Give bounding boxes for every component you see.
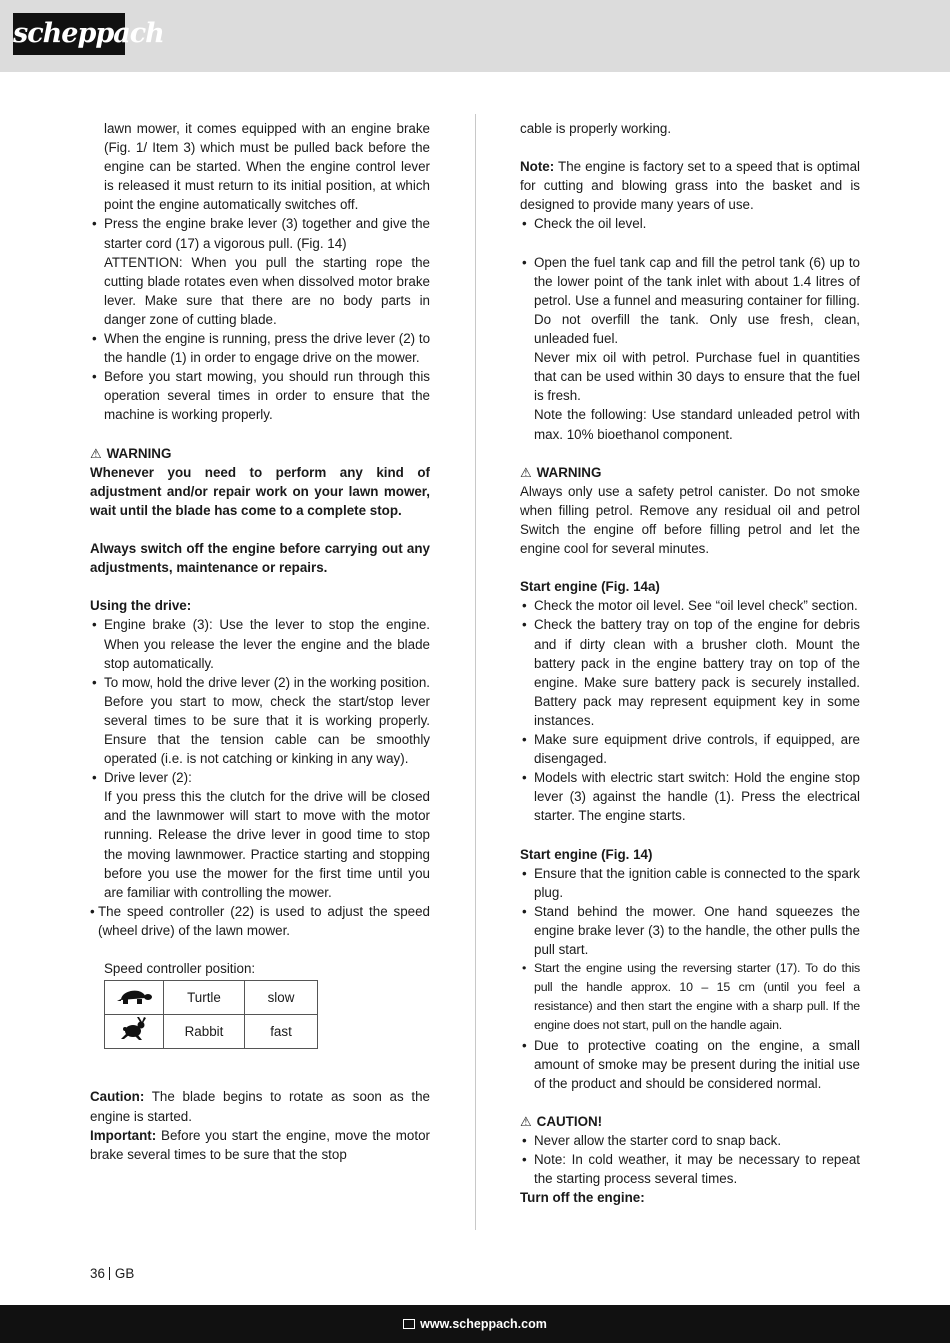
list-item: • Engine brake (3): Use the lever to stop the engine. When you release the lever the engine and the blade stop automatically. <box>90 615 430 672</box>
warning-text-2: Always switch off the engine before carrying out any adjustments, maintenance or repairs. <box>90 541 430 576</box>
warning-heading <box>520 463 860 482</box>
list-item: • Check the oil level. <box>520 214 860 233</box>
drive-lever-text: If you press this the clutch for the drive will be closed and the lawnmower will start to move with the motor running. Release the drive lever in good time to stop the moving lawnmower. Practice starting and stopping before you use the mower for the first time until you are familiar with controlling the mower. <box>104 789 430 900</box>
table-row <box>105 981 318 1015</box>
footer-bar <box>0 1305 950 1343</box>
list-item: • Never allow the starter cord to snap back. <box>520 1131 860 1150</box>
fuel-mix-text: Never mix oil with petrol. Purchase fuel in quantities that can be used within 30 days to ensure that the fuel is fresh. <box>534 350 860 404</box>
list-item: • Stand behind the mower. One hand squeezes the engine brake lever (3) to the handle, the other pulls the pull start. <box>520 902 860 959</box>
speed-bullet-text: The speed controller (22) is used to adjust the speed (wheel drive) of the lawn mower. <box>98 903 430 938</box>
section-heading: Start engine (Fig. 14a) <box>520 579 660 595</box>
list-item: • When the engine is running, press the drive lever (2) to the handle (1) in order to engage drive on the mower. <box>90 329 430 367</box>
speed-value: fast <box>245 1015 318 1049</box>
rabbit-icon <box>105 1015 164 1049</box>
caution-label: Caution: <box>90 1089 145 1105</box>
monitor-icon <box>403 1319 415 1329</box>
warning-title: WARNING <box>106 445 172 461</box>
page-number <box>90 1266 134 1282</box>
page-header <box>0 0 950 72</box>
list-item: • Note: In cold weather, it may be necessary to repeat the starting process several times. <box>520 1150 860 1188</box>
list-item: • Due to protective coating on the engine, a small amount of smoke may be present during the initial use of the product and should be considered normal. <box>520 1036 860 1093</box>
section-heading: Using the drive: <box>90 598 192 614</box>
list-item: • Models with electric start switch: Hold the engine stop lever (3) against the handle (1). Press the electrical starter. The engine starts. <box>520 768 860 825</box>
list-item: • Check the motor oil level. See “oil level check” section. <box>520 596 860 615</box>
list-item <box>90 902 430 940</box>
list-item: • Check the battery tray on top of the engine for debris and if dirty clean with a brusher cloth. Mount the battery pack in the engine battery tray on top of the engine. Make sure battery pack is securely installed. Battery pack may represent equipment key in some instances. <box>520 615 860 730</box>
warning-text: Whenever you need to perform any kind of adjustment and/or repair work on your lawn mower, wait until the blade has come to a complete stop. <box>90 464 430 518</box>
list-item: • Open the fuel tank cap and fill the petrol tank (6) up to the lower point of the tank inlet with about 1.4 litres of petrol. Use a funnel and measuring container for filling. Do not overfill the tank. Only use fresh, clean, unleaded fuel. <box>520 253 860 348</box>
list-item: • Before you start mowing, you should run through this operation several times in order to ensure that the machine is working properly. <box>90 367 430 424</box>
warning-heading <box>90 444 430 463</box>
note-text: The engine is factory set to a speed that is optimal for cutting and blowing grass into the basket and is designed to provide many years of use. <box>520 159 860 213</box>
warning-title: WARNING <box>536 464 602 480</box>
list-item: • Make sure equipment drive controls, if equipped, are disengaged. <box>520 730 860 768</box>
caution-title: CAUTION! <box>536 1113 603 1129</box>
left-column <box>90 119 430 1164</box>
speed-name: Rabbit <box>164 1015 245 1049</box>
list-item: • Start the engine using the reversing starter (17). To do this pull the handle approx. 10 – 15 cm (until you feel a resistance) and then start the engine with a sharp pull. If the engine does not start, pull on the handle again. <box>520 959 860 1035</box>
caution-heading <box>520 1112 860 1131</box>
speed-label: Speed controller position: <box>104 961 256 977</box>
list-item: • Press the engine brake lever (3) together and give the starter cord (17) a vigorous pull. (Fig. 14) <box>90 214 430 252</box>
warning-triangle-icon: ⚠ <box>520 464 532 480</box>
website-link[interactable]: www.scheppach.com <box>420 1317 547 1331</box>
caution-paragraph <box>90 1087 430 1125</box>
page-number-value: 36 <box>90 1266 105 1281</box>
table-row <box>105 1015 318 1049</box>
fuel-note-text: Note the following: Use standard unleaded petrol with max. 10% bioethanol component. <box>534 407 860 442</box>
caution-text: The blade begins to rotate as soon as the engine is started. <box>90 1089 430 1124</box>
section-heading: Turn off the engine: <box>520 1190 645 1206</box>
important-label: Important: <box>90 1127 157 1143</box>
section-heading: Start engine (Fig. 14) <box>520 846 653 862</box>
intro-paragraph: lawn mower, it comes equipped with an engine brake (Fig. 1/ Item 3) which must be pulled back before the engine can be started. When the engine control lever is released it must return to its initial position, at which point the engine automatically switches off. <box>104 121 430 213</box>
continued-text: cable is properly working. <box>520 121 672 136</box>
speed-table <box>104 980 318 1049</box>
language-code: GB <box>114 1266 135 1281</box>
list-item: • Ensure that the ignition cable is connected to the spark plug. <box>520 864 860 902</box>
warning-text: Always only use a safety petrol canister. Do not smoke when filling petrol. Remove any residual oil and petrol Switch the engine off before filling petrol and let the engine cool for several minutes. <box>520 483 860 557</box>
right-column <box>520 119 860 1207</box>
warning-triangle-icon: ⚠ <box>520 1113 532 1129</box>
speed-name: Turtle <box>164 981 245 1015</box>
note-paragraph <box>520 157 860 214</box>
list-item: • Drive lever (2): <box>90 768 430 787</box>
important-text: Before you start the engine, move the motor brake several times to be sure that the stop <box>90 1127 430 1162</box>
turtle-icon <box>105 981 164 1015</box>
note-label: Note: <box>520 159 555 175</box>
scheppach-logo: scheppach <box>13 13 125 55</box>
column-divider <box>475 114 476 1230</box>
warning-triangle-icon: ⚠ <box>90 445 102 461</box>
list-item: • To mow, hold the drive lever (2) in the working position. Before you start to mow, check the start/stop lever several times to be sure that it is working properly. Ensure that the tension cable can be smoothly operated (i.e. is not catching or kinking in any way). <box>90 673 430 768</box>
attention-paragraph: ATTENTION: When you pull the starting rope the cutting blade rotates even when dissolved motor brake lever. Make sure that there are no body parts in danger zone of cutting blade. <box>104 254 430 327</box>
important-paragraph <box>90 1126 430 1164</box>
speed-value: slow <box>245 981 318 1015</box>
